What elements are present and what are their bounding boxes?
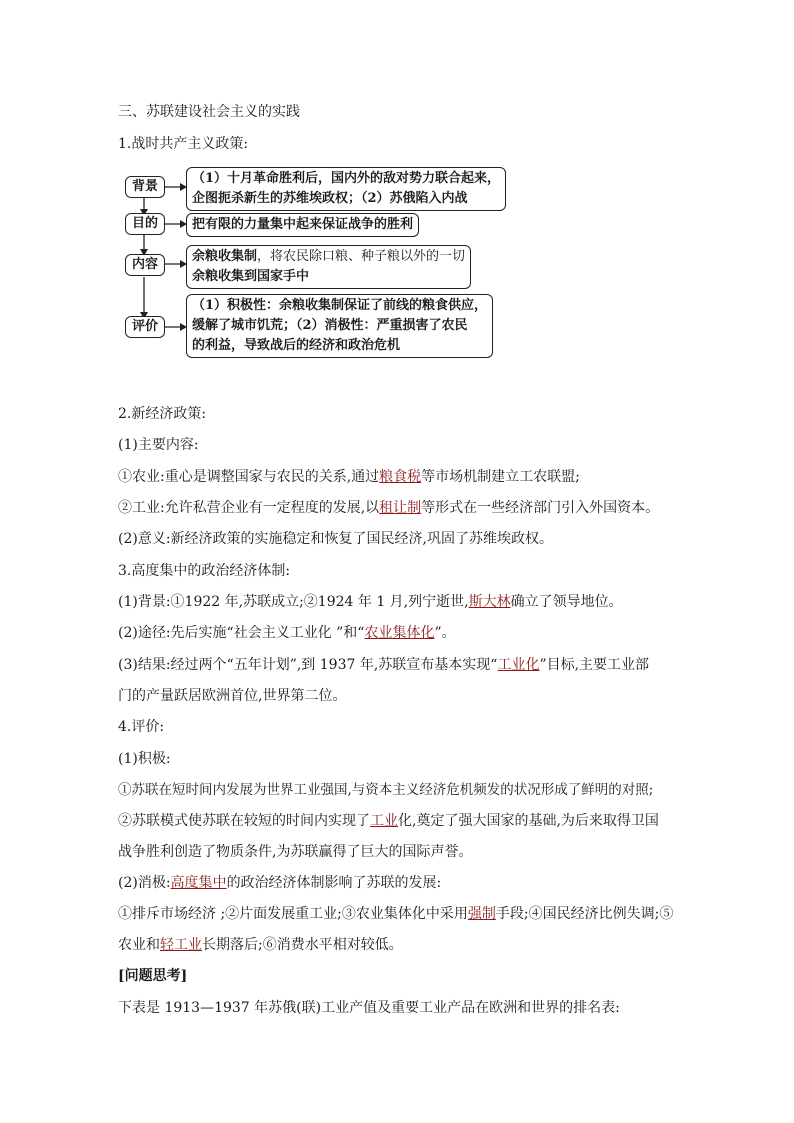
- node-content: 内容: [125, 254, 165, 276]
- content-line: 余粮收集到国家手中: [192, 269, 310, 284]
- s4-positive-1: ①苏联在短时间内发展为世界工业强国,与资本主义经济危机频发的状况形成了鲜明的对照;: [118, 782, 654, 798]
- node-purpose: 目的: [125, 213, 165, 235]
- background-line: 企图扼杀新生的苏维埃政权；（2）苏俄陷入内战: [192, 191, 468, 206]
- evaluation-line: （1）积极性：余粮收集制保证了前线的粮食供应，: [192, 298, 488, 313]
- s3-background: [118, 592, 623, 612]
- evaluation-line: 缓解了城市饥荒；（2）消极性：严重损害了农民: [192, 318, 468, 333]
- s2-heading: 2.新经济政策:: [118, 406, 207, 422]
- question-title: [问题思考]: [118, 968, 188, 984]
- text: (3)结果:经过两个“五年计划”,到 1937 年,苏联宣布基本实现“: [118, 657, 498, 673]
- text: 长期落后;⑥消费水平相对较低。: [202, 937, 403, 953]
- content-box: [186, 245, 471, 289]
- text: ②工业:允许私营企业有一定程度的发展,以: [118, 500, 380, 516]
- s4-negative-1: [118, 904, 673, 924]
- text: 化,奠定了强大国家的基础,为后来取得卫国: [398, 813, 659, 829]
- answer-blank: 高度集中: [170, 875, 227, 891]
- s4-positive: (1)积极:: [118, 751, 171, 767]
- s2-industry: [118, 498, 659, 518]
- text: 等形式在一些经济部门引入外国资本。: [421, 500, 660, 516]
- answer-blank: 强制: [467, 906, 496, 922]
- answer-blank: 轻工业: [160, 937, 202, 953]
- s4-positive-2-line2: 战争胜利创造了物质条件,为苏联赢得了巨大的国际声誉。: [118, 844, 473, 860]
- node-background: 背景: [125, 176, 165, 198]
- content-keyword: 余粮收集制: [192, 249, 258, 264]
- s2-sub1: (1)主要内容:: [118, 437, 199, 453]
- text: (2)消极:: [118, 875, 171, 891]
- evaluation-box: [186, 294, 493, 358]
- text: (1)背景:①1922 年,苏联成立;②1924 年 1 月,列宁逝世,: [118, 594, 469, 610]
- answer-blank: 农业集体化: [364, 625, 435, 641]
- background-box: [186, 167, 506, 211]
- text: 手段;④国民经济比例失调;⑤: [495, 906, 674, 922]
- evaluation-line: 的利益，导致战后的经济和政治危机: [192, 338, 401, 353]
- text: ②苏联模式使苏联在较短的时间内实现了: [118, 813, 370, 829]
- answer-blank: 工业化: [497, 657, 540, 673]
- purpose-box: 把有限的力量集中起来保证战争的胜利: [186, 213, 419, 237]
- answer-blank: 工业: [370, 813, 398, 829]
- s3-result-line2: 门的产量跃居欧洲首位,世界第二位。: [118, 688, 347, 704]
- s2-agriculture: [118, 467, 580, 487]
- answer-blank: 粮食税: [379, 469, 422, 485]
- text: ”。: [434, 625, 456, 641]
- s1-heading: 1.战时共产主义政策:: [118, 136, 249, 152]
- text: (2)途径:先后实施“社会主义工业化 ”和“: [118, 625, 365, 641]
- text: ①排斥市场经济 ;②片面发展重工业;③农业集体化中采用: [118, 906, 468, 922]
- text: 的政治经济体制影响了苏联的发展:: [226, 875, 442, 891]
- text: ①农业:重心是调整国家与农民的关系,通过: [118, 469, 380, 485]
- s3-result: [118, 655, 649, 675]
- text: 农业和: [118, 937, 160, 953]
- s4-positive-2: [118, 811, 659, 831]
- s4-negative: [118, 873, 441, 893]
- section-title: 三、苏联建设社会主义的实践: [118, 104, 300, 120]
- s4-heading: 4.评价:: [118, 719, 165, 735]
- background-line: （1）十月革命胜利后，国内外的敌对势力联合起来，: [192, 171, 501, 186]
- content-text: ，将农民除口粮、种子粮以外的一切: [257, 249, 466, 264]
- s3-way: [118, 623, 456, 643]
- question-text: 下表是 1913—1937 年苏俄(联)工业产值及重要工业产品在欧洲和世界的排名表:: [118, 1000, 620, 1016]
- s2-meaning: (2)意义:新经济政策的实施稳定和恢复了国民经济,巩固了苏维埃政权。: [118, 531, 553, 547]
- node-evaluation: 评价: [125, 316, 165, 338]
- policy-flow-diagram: [120, 165, 520, 365]
- content-line: [192, 247, 465, 267]
- s4-negative-2: [118, 935, 403, 955]
- answer-blank: 租让制: [379, 500, 422, 516]
- text: 等市场机制建立工农联盟;: [421, 469, 580, 485]
- text: 确立了领导地位。: [510, 594, 623, 610]
- s3-heading: 3.高度集中的政治经济体制:: [118, 563, 291, 579]
- text: ”目标,主要工业部: [539, 657, 650, 673]
- answer-blank: 斯大林: [468, 594, 511, 610]
